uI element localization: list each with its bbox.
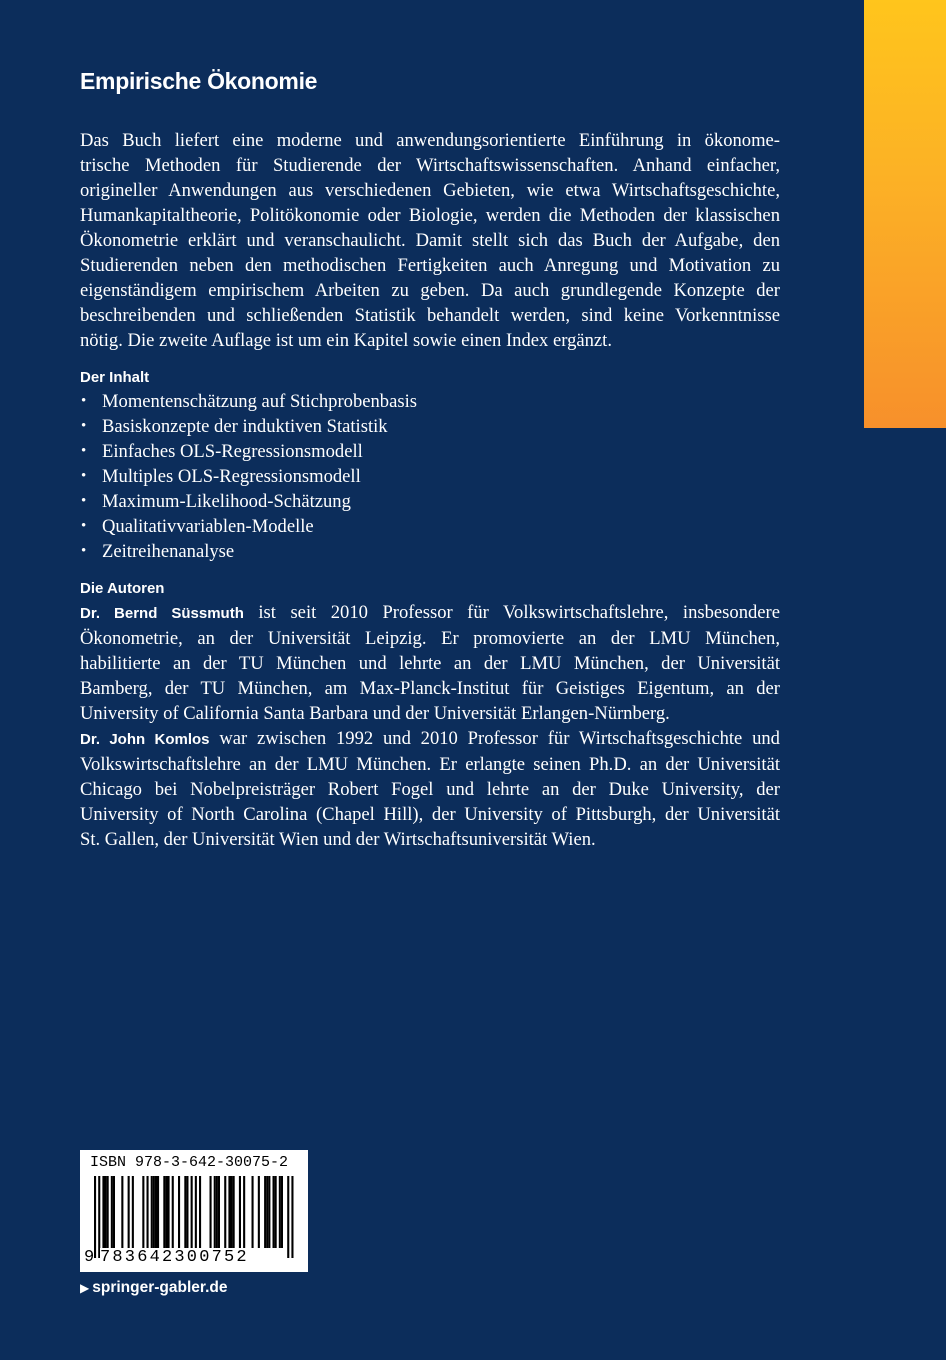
author-bio-line: Dr. Bernd Süssmuth ist seit 2010 Professor für Volkswirtschaftslehre, insbesondere [80, 602, 780, 623]
barcode-bar [239, 1176, 241, 1248]
barcode-bar [155, 1176, 157, 1248]
author-bio-line: Ökonometrie, an der Universität Leipzig. Er promovierte an der LMU München, [80, 628, 780, 649]
list-item: • Multiples OLS-Regressionsmodell [80, 464, 780, 489]
authors-heading: Die Autoren [80, 580, 165, 597]
contents-list [80, 389, 780, 564]
barcode-bar [168, 1176, 170, 1248]
book-title: Empirische Ökonomie [80, 68, 318, 94]
barcode-bar [231, 1176, 233, 1248]
author-bio-line: University of California Santa Barbara und der Universität Erlangen-Nürnberg. [80, 703, 670, 724]
list-item: • Basiskonzepte der induktiven Statistik [80, 414, 780, 439]
accent-stripe [864, 0, 946, 428]
author-bio-line: Bamberg, der TU München, am Max-Planck-Institut für Geistiges Eigentum, an der [80, 678, 780, 699]
barcode-bar [184, 1176, 186, 1248]
barcode-bar [151, 1176, 153, 1248]
list-item: • Maximum-Likelihood-Schätzung [80, 489, 780, 514]
barcode-bar [287, 1176, 289, 1258]
barcode-bar [218, 1176, 220, 1248]
barcode-bar [268, 1176, 270, 1248]
isbn-text: ISBN 978-3-642-30075-2 [90, 1154, 289, 1171]
ean-first-digit: 9 [84, 1248, 95, 1267]
barcode-bar [233, 1176, 235, 1248]
barcode-bar [142, 1176, 144, 1248]
barcode-bar [113, 1176, 115, 1248]
barcode-bar [273, 1176, 275, 1248]
barcode-bar [107, 1176, 109, 1248]
description-line: eigenständigem empirischem Arbeiten zu geben. Da auch grundlegende Konzepte der [80, 280, 780, 301]
description-line: Humankapitaltheorie, Politökonomie oder Biologie, werden die Methoden der klassischen [80, 205, 780, 226]
list-item: • Momentenschätzung auf Stichprobenbasis [80, 389, 780, 414]
barcode-bar [98, 1176, 100, 1258]
barcode-bar [178, 1176, 180, 1248]
barcode-bar [153, 1176, 155, 1248]
description [80, 128, 780, 353]
list-item: • Qualitativvariablen-Modelle [80, 514, 780, 539]
barcode-bar [105, 1176, 107, 1248]
barcode-bar [210, 1176, 212, 1248]
author-bio-line: St. Gallen, der Universität Wien und der Wirtschaftsuniversität Wien. [80, 829, 596, 850]
back-cover-content [80, 64, 780, 852]
author-bio-line: Chicago bei Nobelpreisträger Robert Fogel und lehrte an der Duke University, der [80, 779, 780, 800]
barcode-bar [214, 1176, 216, 1248]
author-bio-line: habilitierte an der TU München und lehrte an der LMU München, der Universität [80, 653, 780, 674]
author-bio-komlos [80, 726, 780, 852]
barcode-bar [264, 1176, 266, 1248]
description-line: Ökonometrie erklärt und veranschaulicht. Damit stellt sich das Buch der Aufgabe, den [80, 230, 780, 251]
author-bio-line: Dr. John Komlos war zwischen 1992 und 2010 Professor für Wirtschaftsgeschichte und [80, 728, 780, 749]
list-item: • Zeitreihenanalyse [80, 539, 780, 564]
barcode-bar [199, 1176, 201, 1248]
barcode-bar [195, 1176, 197, 1258]
barcode-bar [216, 1176, 218, 1248]
author-bio-suessmuth [80, 600, 780, 726]
barcode-bar [128, 1176, 130, 1248]
barcode-bar [258, 1176, 260, 1248]
barcode-bar [291, 1176, 293, 1258]
triangle-right-icon: ▶ [80, 1281, 90, 1295]
author-name: Dr. Bernd Süssmuth [80, 605, 244, 622]
barcode-bar [94, 1176, 96, 1258]
barcode-bars [94, 1176, 294, 1258]
author-bio-line: University of North Carolina (Chapel Hill), der University of Pittsburgh, der Universität [80, 804, 780, 825]
barcode-bar [266, 1176, 268, 1248]
barcode-bar [111, 1176, 113, 1248]
barcode-bar [102, 1176, 104, 1248]
barcode-bar [281, 1176, 283, 1248]
barcode-bar [147, 1176, 149, 1248]
author-name: Dr. John Komlos [80, 731, 210, 748]
contents-heading: Der Inhalt [80, 369, 150, 386]
barcode-bar [228, 1176, 230, 1248]
description-line: Studierenden neben den methodischen Fertigkeiten auch Anregung und Motivation zu [80, 255, 780, 276]
barcode-bar [165, 1176, 167, 1248]
barcode-bar [186, 1176, 188, 1248]
barcode-bar [243, 1176, 245, 1248]
description-line: beschreibenden und schließenden Statistik behandelt werden, sind keine Vorkenntnisse [80, 305, 780, 326]
description-line: origineller Anwendungen aus verschiedenen Gebieten, wie etwa Wirtschaftsgeschichte, [80, 180, 780, 201]
barcode-bar [132, 1176, 134, 1248]
isbn-barcode [80, 1150, 308, 1272]
publisher-website[interactable] [80, 1279, 227, 1297]
barcode-bar [121, 1176, 123, 1248]
barcode-bar [157, 1176, 159, 1248]
description-line: nötig. Die zweite Auflage ist um ein Kapitel sowie einen Index ergänzt. [80, 330, 613, 351]
website-label: springer-gabler.de [92, 1279, 228, 1296]
list-item: • Einfaches OLS-Regressionsmodell [80, 439, 780, 464]
description-line: trische Methoden für Studierende der Wirtschaftswissenschaften. Anhand einfacher, [80, 155, 780, 176]
author-bio-line: Volkswirtschaftslehre an der LMU München. Er erlangte seinen Ph.D. an der Universität [80, 754, 780, 775]
barcode-bar [252, 1176, 254, 1248]
barcode-bar [172, 1176, 174, 1248]
description-line: Das Buch liefert eine moderne und anwendungsorientierte Einführung in ökonome- [80, 130, 780, 151]
barcode-bar [224, 1176, 226, 1248]
barcode-bar [191, 1176, 193, 1258]
barcode-bar [279, 1176, 281, 1248]
ean-rest-digits: 783642300752 [100, 1248, 249, 1267]
barcode-bar [163, 1176, 165, 1248]
barcode-bar [275, 1176, 277, 1248]
